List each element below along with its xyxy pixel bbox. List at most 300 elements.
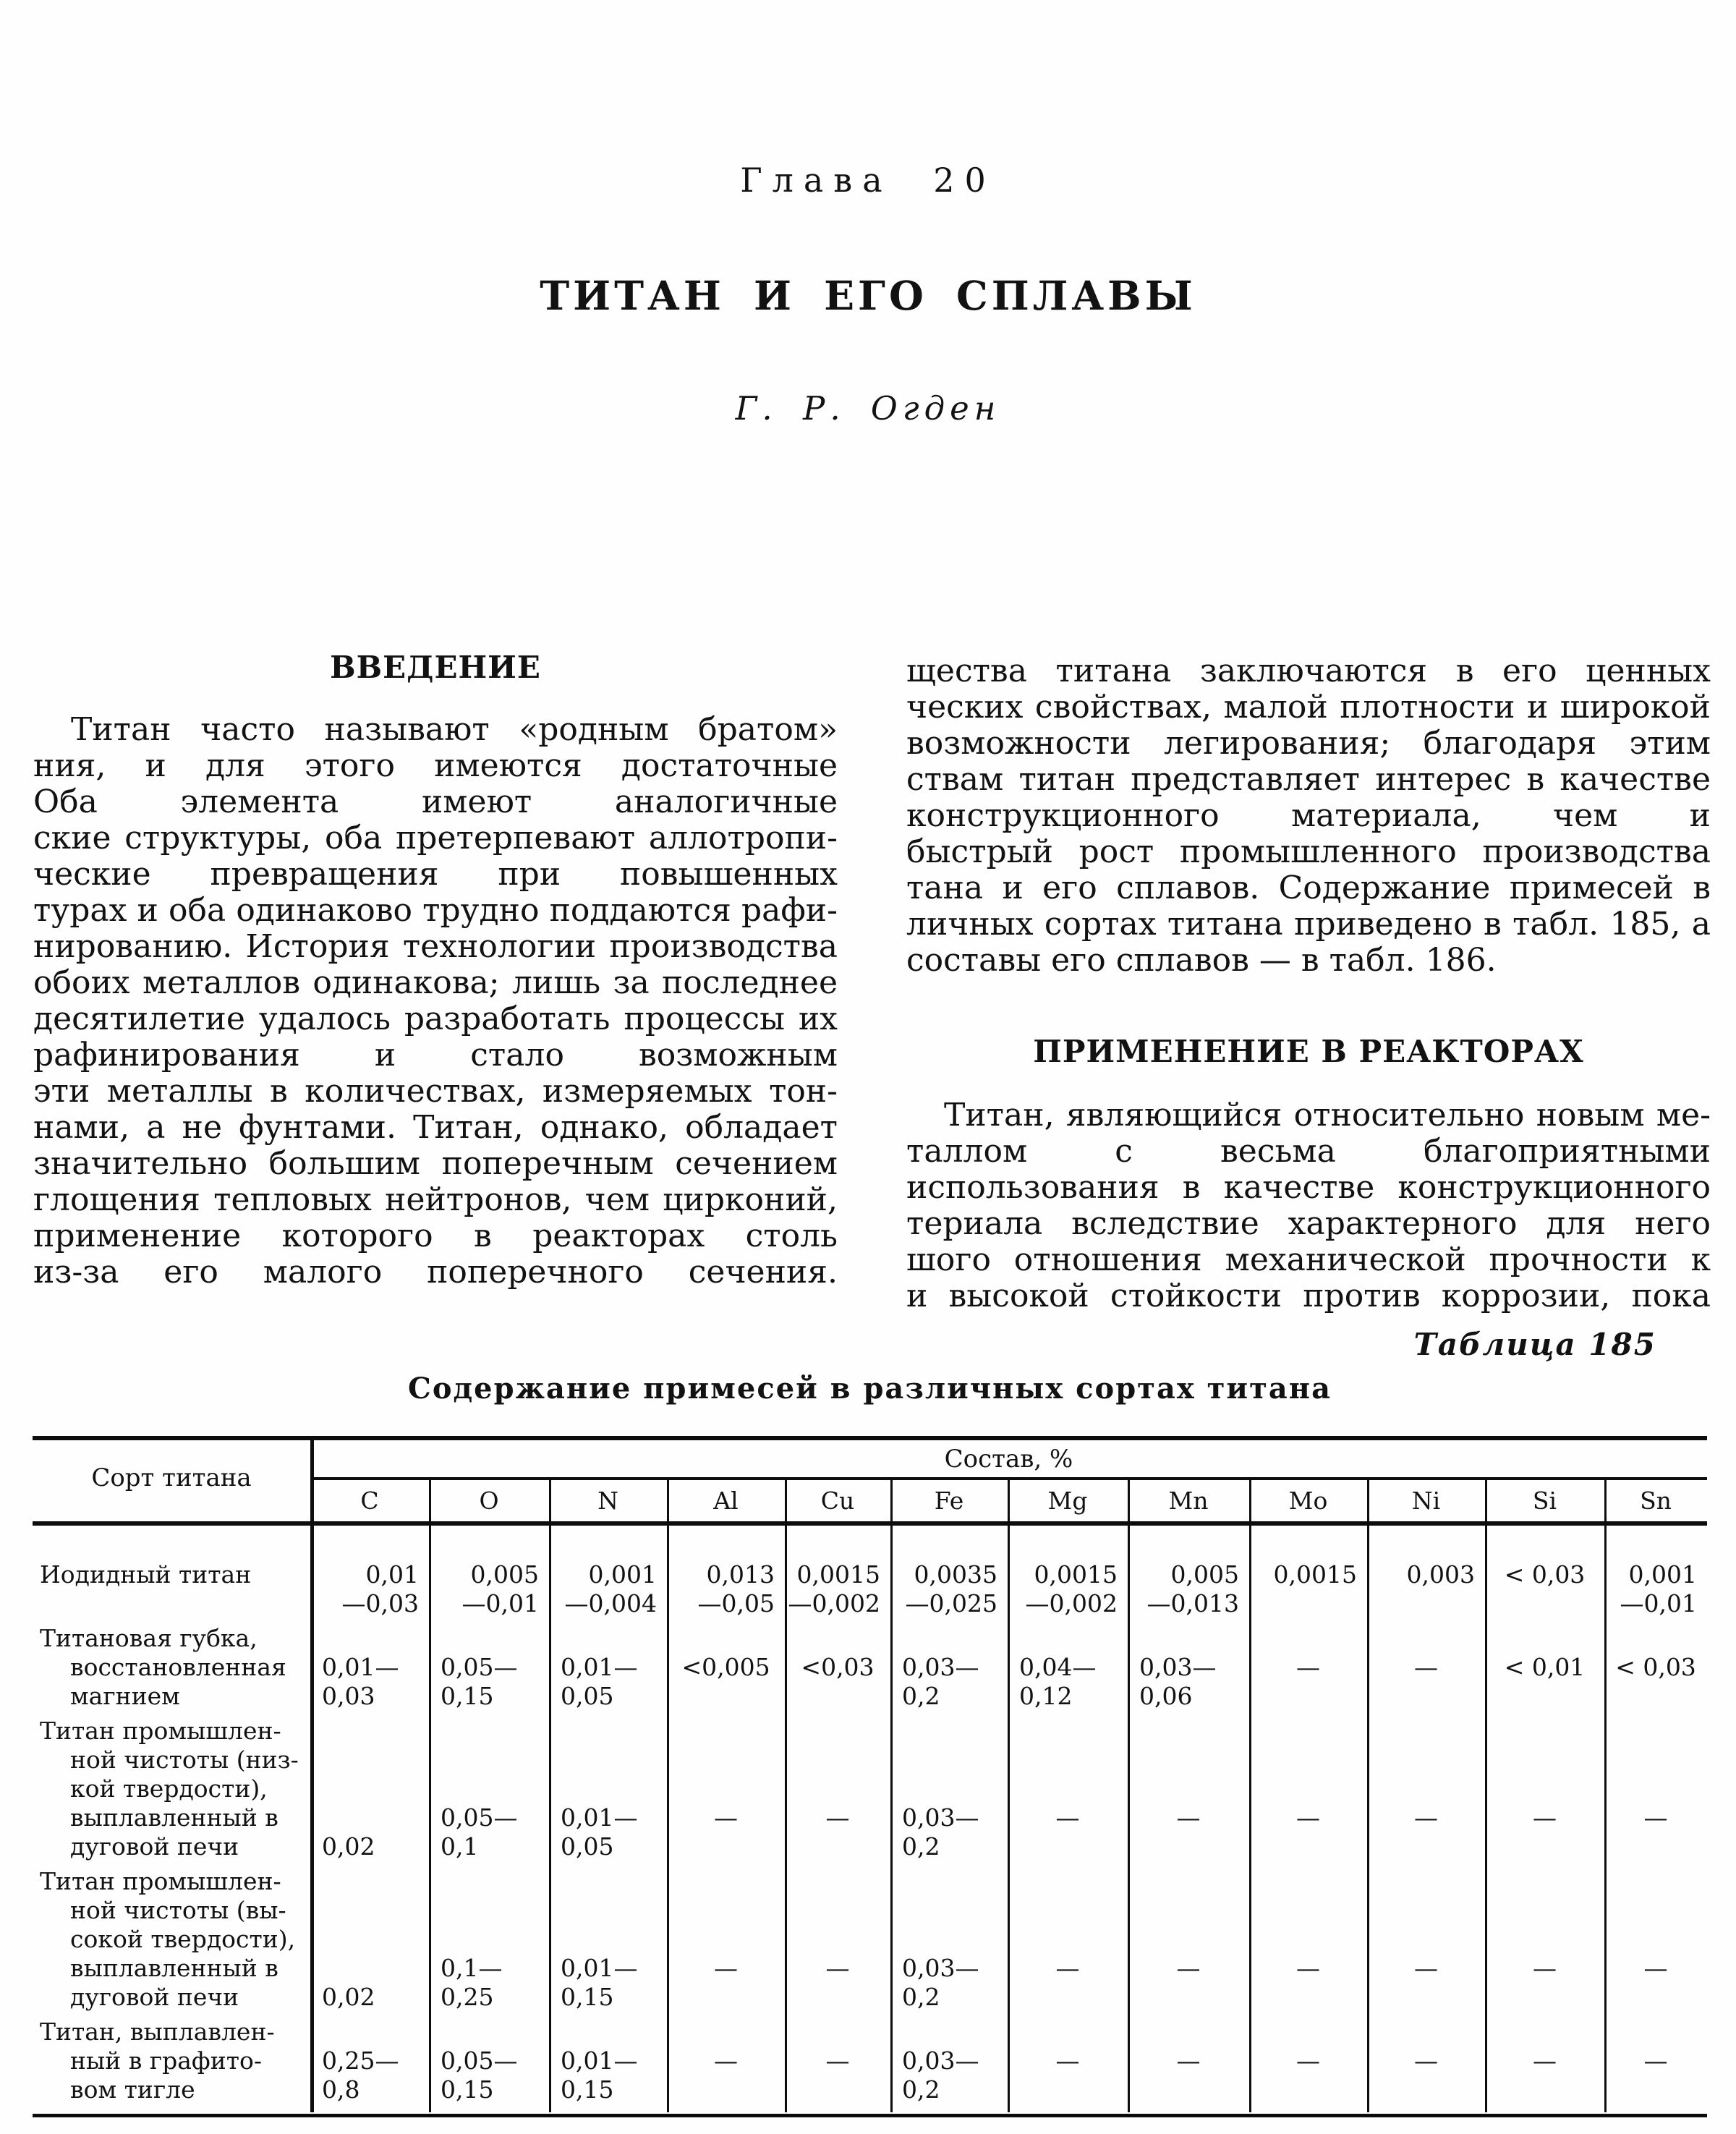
grade-line: Иодидный титан (40, 1560, 252, 1589)
value-line (890, 1746, 1008, 1774)
value-line: — (1176, 2046, 1201, 2075)
value-line (1008, 1717, 1128, 1746)
value-line (785, 2018, 890, 2046)
section-heading-introduction: ВВЕДЕНИЕ (330, 650, 541, 685)
value-line: —0,002 (1025, 1589, 1118, 1617)
value-line (1249, 2018, 1367, 2046)
value-line: — (1414, 1653, 1438, 1681)
value-line (310, 1803, 429, 1832)
value-cell-N (549, 1717, 667, 1861)
value-cell-Al (667, 1867, 785, 1983)
value-cell-Fe (890, 1867, 1008, 2012)
value-cell-Mn (1128, 2018, 1249, 2075)
value-line: 0,05— (441, 1653, 518, 1681)
intro-paragraph (33, 712, 838, 1291)
value-line (785, 1717, 890, 1746)
value-cell-Sn (1604, 2018, 1707, 2075)
value-cell-Mg (1008, 1560, 1128, 1618)
value-line: 0,02 (322, 1983, 375, 2011)
value-cell-Fe (890, 2018, 1008, 2104)
value-line: 0,03— (902, 1803, 979, 1832)
grade-line: ный в графито- (70, 2046, 262, 2075)
value-cell-Si (1485, 1560, 1604, 1589)
value-line (310, 1624, 429, 1653)
value-line (1604, 1746, 1707, 1774)
value-line (310, 1896, 429, 1925)
value-line: < 0,03 (1504, 1560, 1586, 1589)
value-cell-Mo (1249, 1867, 1367, 1983)
value-line (429, 1774, 549, 1803)
value-line: 0,03— (902, 2046, 979, 2075)
column-divider-rule (1604, 1477, 1607, 2112)
text-line: ческих свойствах, малой плотности и широкой (906, 689, 1711, 726)
value-line (429, 1896, 549, 1925)
value-cell-Al (667, 1624, 785, 1682)
value-line (1485, 1867, 1604, 1896)
value-line: 0,001 (588, 1560, 657, 1589)
column-header-Al: Al (713, 1487, 739, 1515)
value-line (1485, 1717, 1604, 1746)
value-line: — (1296, 1653, 1320, 1681)
value-cell-C (310, 2018, 429, 2104)
value-line: 0,01— (322, 1653, 399, 1681)
value-line (549, 1867, 667, 1896)
value-line (1008, 2018, 1128, 2046)
table-number-label: Таблица 185 (1413, 1327, 1656, 1362)
column-divider-rule (429, 1477, 431, 2112)
table-bottom-rule (33, 2114, 1707, 2117)
column-divider-rule (1128, 1477, 1130, 2112)
value-line (890, 2018, 1008, 2046)
value-line: — (1414, 2046, 1438, 2075)
value-line (549, 1717, 667, 1746)
value-line: 0,05 (561, 1832, 614, 1861)
column-divider-rule (1485, 1477, 1487, 2112)
value-line (1128, 2018, 1249, 2046)
value-line: 0,25 (441, 1983, 494, 2011)
value-cell-Ni (1367, 1624, 1485, 1682)
column-header-Mg: Mg (1047, 1487, 1088, 1515)
value-line: 0,0015 (1034, 1560, 1118, 1589)
grade-line: Титан промышлен- (40, 1867, 281, 1895)
value-line: 0,05— (441, 2046, 518, 2075)
table-row (33, 2012, 1707, 2104)
value-line: — (1055, 1954, 1080, 1982)
value-line (667, 1925, 785, 1954)
column-divider-rule (1008, 1477, 1010, 2112)
text-line: конструкционного материала, чем и (906, 798, 1711, 834)
value-line (1008, 1624, 1128, 1653)
text-line: быстрый рост промышленного производства (906, 834, 1711, 870)
text-line: Титан часто называют «родным братом» (71, 712, 838, 748)
value-line (310, 2018, 429, 2046)
value-line (1008, 1925, 1128, 1954)
value-line (1249, 1867, 1367, 1896)
value-line: — (1533, 1803, 1557, 1832)
value-line (1008, 1774, 1128, 1803)
value-cell-Si (1485, 1624, 1604, 1682)
grade-line: вом тигле (70, 2075, 195, 2104)
value-line: 0,01— (561, 1653, 638, 1681)
value-line (1128, 1925, 1249, 1954)
value-cell-Mn (1128, 1867, 1249, 1983)
table-body (33, 1527, 1707, 2104)
value-line: — (1643, 2046, 1668, 2075)
text-line: глощения тепловых нейтронов, чем цирконий, (33, 1182, 838, 1218)
value-line: 0,03 (322, 1682, 375, 1710)
column-divider-rule (1249, 1477, 1251, 2112)
value-line: 0,15 (441, 1682, 494, 1710)
value-line: < 0,03 (1615, 1653, 1696, 1681)
value-line: 0,03— (902, 1954, 979, 1982)
value-cell-Si (1485, 2018, 1604, 2075)
value-line: — (1176, 1803, 1201, 1832)
text-line: составы его сплавов — в табл. 186. (906, 943, 1497, 979)
value-line: 0,8 (322, 2075, 360, 2104)
value-line (1128, 1624, 1249, 1653)
value-line (429, 2018, 549, 2046)
grade-line: Титан, выплавлен- (40, 2018, 275, 2046)
value-line (1008, 1746, 1128, 1774)
value-line: — (825, 1803, 850, 1832)
value-cell-Sn (1604, 1624, 1707, 1682)
text-line: шого отношения механической прочности к (906, 1242, 1711, 1278)
text-line: рафинирования и стало возможным (33, 1037, 838, 1074)
value-line: 0,2 (902, 1682, 940, 1710)
value-line (1249, 1896, 1367, 1925)
value-line (1604, 1624, 1707, 1653)
value-line: — (1414, 1954, 1438, 1982)
text-line: турах и оба одинаково трудно поддаются рафи- (33, 893, 838, 929)
value-line (667, 1717, 785, 1746)
value-cell-Mg (1008, 1624, 1128, 1711)
value-cell-Mo (1249, 1624, 1367, 1682)
value-line: <0,005 (681, 1653, 770, 1681)
value-line (1367, 1624, 1485, 1653)
value-line (785, 1746, 890, 1774)
value-cell-Mo (1249, 2018, 1367, 2075)
value-line: 0,005 (470, 1560, 539, 1589)
right-text-column (906, 653, 1711, 1314)
value-line (549, 1774, 667, 1803)
value-line (1604, 1774, 1707, 1803)
value-line: 0,04— (1019, 1653, 1097, 1681)
column-divider-rule (549, 1477, 551, 2112)
value-line (1128, 1867, 1249, 1896)
value-line (1128, 1896, 1249, 1925)
value-line: 0,013 (706, 1560, 775, 1589)
value-cell-N (549, 1560, 667, 1618)
value-line: 0,0035 (914, 1560, 997, 1589)
value-line: —0,004 (564, 1589, 657, 1617)
text-line: нами, а не фунтами. Титан, однако, обладает (33, 1110, 838, 1146)
value-cell-C (310, 1717, 429, 1861)
value-line (549, 1746, 667, 1774)
value-line (667, 1867, 785, 1896)
reactors-paragraph (906, 1097, 1711, 1314)
section-heading-reactors: ПРИМЕНЕНИЕ В РЕАКТОРАХ (1033, 1034, 1584, 1069)
table-title: Содержание примесей в различных сортах титана (408, 1372, 1332, 1406)
value-line (310, 1954, 429, 1983)
grade-line: ной чистоты (вы- (70, 1896, 286, 1924)
value-line: 0,15 (441, 2075, 494, 2104)
text-line: ния, и для этого имеются достаточные (33, 748, 838, 784)
text-line: десятилетие удалось разработать процессы их (33, 1001, 838, 1037)
stub-header: Сорт титана (91, 1463, 252, 1492)
text-line: использования в качестве конструкционного (906, 1170, 1711, 1206)
column-header-Sn: Sn (1640, 1487, 1672, 1515)
value-line (667, 1624, 785, 1653)
value-cell-Cu (785, 1717, 890, 1832)
text-line: эти металлы в количествах, измеряемых тон- (33, 1074, 838, 1110)
column-divider-rule (785, 1477, 787, 2112)
value-line (1128, 1717, 1249, 1746)
value-line: 0,01 (365, 1560, 419, 1589)
value-line (667, 2018, 785, 2046)
text-line: и высокой стойкости против коррозии, пока (906, 1278, 1711, 1314)
value-line (1128, 1774, 1249, 1803)
value-line (890, 1717, 1008, 1746)
value-line (890, 1624, 1008, 1653)
value-cell-Sn (1604, 1717, 1707, 1832)
value-line (1249, 1925, 1367, 1954)
column-header-Si: Si (1532, 1487, 1557, 1515)
value-line (1249, 1746, 1367, 1774)
value-line: 0,15 (561, 1983, 614, 2011)
value-cell-Cu (785, 2018, 890, 2075)
value-cell-Mn (1128, 1717, 1249, 1832)
left-text-column (33, 650, 838, 1291)
value-line: —0,05 (697, 1589, 775, 1617)
value-line (1008, 1896, 1128, 1925)
table-row (33, 1711, 1707, 1861)
value-line (1367, 1717, 1485, 1746)
value-line (549, 2018, 667, 2046)
value-line (1249, 1774, 1367, 1803)
text-line: ческие превращения при повышенных (33, 856, 838, 893)
text-line: териала вследствие характерного для него (906, 1206, 1711, 1242)
value-line: — (1055, 1803, 1080, 1832)
value-cell-Fe (890, 1624, 1008, 1711)
value-line: — (714, 1803, 738, 1832)
value-line (429, 1867, 549, 1896)
author-line: Г. Р. Огден (735, 389, 1001, 428)
header-bottom-rule (33, 1521, 1707, 1526)
grade-line: сокой твердости), (70, 1925, 296, 1953)
grade-cell (33, 1717, 310, 1861)
value-line: — (825, 2046, 850, 2075)
value-line (1485, 2018, 1604, 2046)
value-cell-Al (667, 2018, 785, 2075)
column-divider-rule (890, 1477, 893, 2112)
grade-cell (33, 1560, 310, 1589)
value-cell-N (549, 1624, 667, 1711)
value-line (1485, 1774, 1604, 1803)
value-line (1485, 1624, 1604, 1653)
value-line (1249, 1624, 1367, 1653)
value-cell-Ni (1367, 1867, 1485, 1983)
value-cell-C (310, 1560, 429, 1618)
grade-line: Титан промышлен- (40, 1717, 281, 1745)
value-cell-O (429, 1560, 549, 1618)
value-cell-Mo (1249, 1560, 1367, 1589)
value-cell-Sn (1604, 1867, 1707, 1983)
text-line: ские структуры, оба претерпевают аллотропи- (33, 820, 838, 856)
value-cell-N (549, 1867, 667, 2012)
value-line: 0,03— (902, 1653, 979, 1681)
grade-cell (33, 1624, 310, 1711)
value-cell-Cu (785, 1867, 890, 1983)
value-line (1604, 2018, 1707, 2046)
text-line: щества титана заключаются в его ценных (906, 653, 1711, 689)
column-header-Ni: Ni (1411, 1487, 1441, 1515)
value-cell-Cu (785, 1560, 890, 1618)
composition-group-header: Состав, % (944, 1445, 1073, 1474)
value-line: — (1414, 1803, 1438, 1832)
value-cell-Mg (1008, 1867, 1128, 1983)
text-line: ствам титан представляет интерес в качестве (906, 762, 1711, 798)
value-line: —0,013 (1146, 1589, 1239, 1617)
column-header-Cu: Cu (820, 1487, 855, 1515)
value-cell-Mg (1008, 1717, 1128, 1832)
value-line: 0,1 (441, 1832, 479, 1861)
value-line: — (1296, 2046, 1320, 2075)
value-cell-Ni (1367, 2018, 1485, 2075)
value-cell-Fe (890, 1560, 1008, 1618)
value-line: 0,01— (561, 1803, 638, 1832)
value-cell-C (310, 1624, 429, 1711)
page-title: ТИТАН И ЕГО СПЛАВЫ (540, 272, 1196, 319)
value-line (429, 1746, 549, 1774)
value-line: 0,2 (902, 1983, 940, 2011)
value-line (310, 1925, 429, 1954)
chapter-heading: Глава 20 (740, 161, 996, 200)
text-line: личных сортах титана приведено в табл. 185, а (906, 906, 1711, 943)
value-line (1367, 1867, 1485, 1896)
value-line: 0,15 (561, 2075, 614, 2104)
value-line: 0,0015 (796, 1560, 880, 1589)
value-line: 0,0015 (1273, 1560, 1357, 1589)
value-line (1604, 1867, 1707, 1896)
value-line (1485, 1746, 1604, 1774)
value-line: 0,001 (1628, 1560, 1697, 1589)
value-line (549, 1925, 667, 1954)
value-line: 0,02 (322, 1832, 375, 1861)
grade-line: ной чистоты (низ- (70, 1746, 299, 1774)
value-line: 0,2 (902, 2075, 940, 2104)
value-cell-Si (1485, 1867, 1604, 1983)
value-line: —0,025 (905, 1589, 997, 1617)
text-line: обоих металлов одинакова; лишь за последнее (33, 965, 838, 1001)
value-line: — (1533, 2046, 1557, 2075)
text-line: таллом с весьма благоприятными (906, 1134, 1711, 1170)
value-line: 0,03— (1139, 1653, 1217, 1681)
value-cell-C (310, 1867, 429, 2012)
table-row (33, 1618, 1707, 1711)
value-line (310, 1867, 429, 1896)
grade-line: дуговой печи (70, 1832, 239, 1861)
value-cell-Mo (1249, 1717, 1367, 1832)
value-line (785, 1867, 890, 1896)
value-line (1485, 1925, 1604, 1954)
value-line: — (714, 2046, 738, 2075)
value-cell-Cu (785, 1624, 890, 1682)
column-header-C: C (360, 1487, 379, 1515)
value-line (1604, 1925, 1707, 1954)
value-cell-Sn (1604, 1560, 1707, 1618)
value-line: — (714, 1954, 738, 1982)
value-line: <0,03 (801, 1653, 875, 1681)
value-line (1367, 2018, 1485, 2046)
value-cell-Ni (1367, 1560, 1485, 1589)
value-line (667, 1774, 785, 1803)
column-header-Mo: Mo (1288, 1487, 1328, 1515)
value-line (310, 1746, 429, 1774)
value-cell-O (429, 2018, 549, 2104)
column-header-O: O (479, 1487, 499, 1515)
value-line: — (1296, 1954, 1320, 1982)
value-line (667, 1746, 785, 1774)
text-line: применение которого в реакторах столь (33, 1218, 838, 1254)
value-line (785, 1925, 890, 1954)
value-cell-Mg (1008, 2018, 1128, 2075)
value-cell-Al (667, 1717, 785, 1832)
column-divider-rule (1367, 1477, 1369, 2112)
value-cell-O (429, 1717, 549, 1861)
value-line: 0,05 (561, 1682, 614, 1710)
value-line: 0,2 (902, 1832, 940, 1861)
value-cell-Mn (1128, 1560, 1249, 1618)
value-line: — (1176, 1954, 1201, 1982)
value-line (1367, 1774, 1485, 1803)
value-line: — (1643, 1803, 1668, 1832)
value-line (785, 1896, 890, 1925)
column-divider-rule (667, 1477, 669, 2112)
value-line: —0,01 (1620, 1589, 1697, 1617)
grade-line: выплавленный в (70, 1803, 278, 1832)
value-line (1604, 1717, 1707, 1746)
value-line (429, 1624, 549, 1653)
impurities-table (33, 1436, 1707, 2118)
value-line: 0,01— (561, 1954, 638, 1982)
value-line: 0,05— (441, 1803, 518, 1832)
value-line (785, 1624, 890, 1653)
value-line (549, 1896, 667, 1925)
text-line: нированию. История технологии производства (33, 929, 838, 965)
value-line (1367, 1925, 1485, 1954)
value-line (890, 1925, 1008, 1954)
value-line (1604, 1896, 1707, 1925)
text-line: тана и его сплавов. Содержание примесей в (906, 870, 1711, 906)
value-cell-N (549, 2018, 667, 2104)
intro-paragraph-continued (906, 653, 1711, 979)
value-line (785, 1774, 890, 1803)
value-cell-Si (1485, 1717, 1604, 1832)
table-top-rule (33, 1436, 1707, 1440)
grade-line: Титановая губка, (40, 1624, 258, 1652)
value-line: —0,03 (341, 1589, 419, 1617)
value-line (310, 1717, 429, 1746)
value-line (1128, 1746, 1249, 1774)
value-cell-Mn (1128, 1624, 1249, 1711)
value-line: 0,003 (1406, 1560, 1475, 1589)
value-line: 0,01— (561, 2046, 638, 2075)
value-cell-O (429, 1624, 549, 1711)
value-cell-Ni (1367, 1717, 1485, 1832)
grade-line: кой твердости), (70, 1774, 268, 1803)
value-line: 0,06 (1139, 1682, 1193, 1710)
table-row (33, 1527, 1707, 1618)
